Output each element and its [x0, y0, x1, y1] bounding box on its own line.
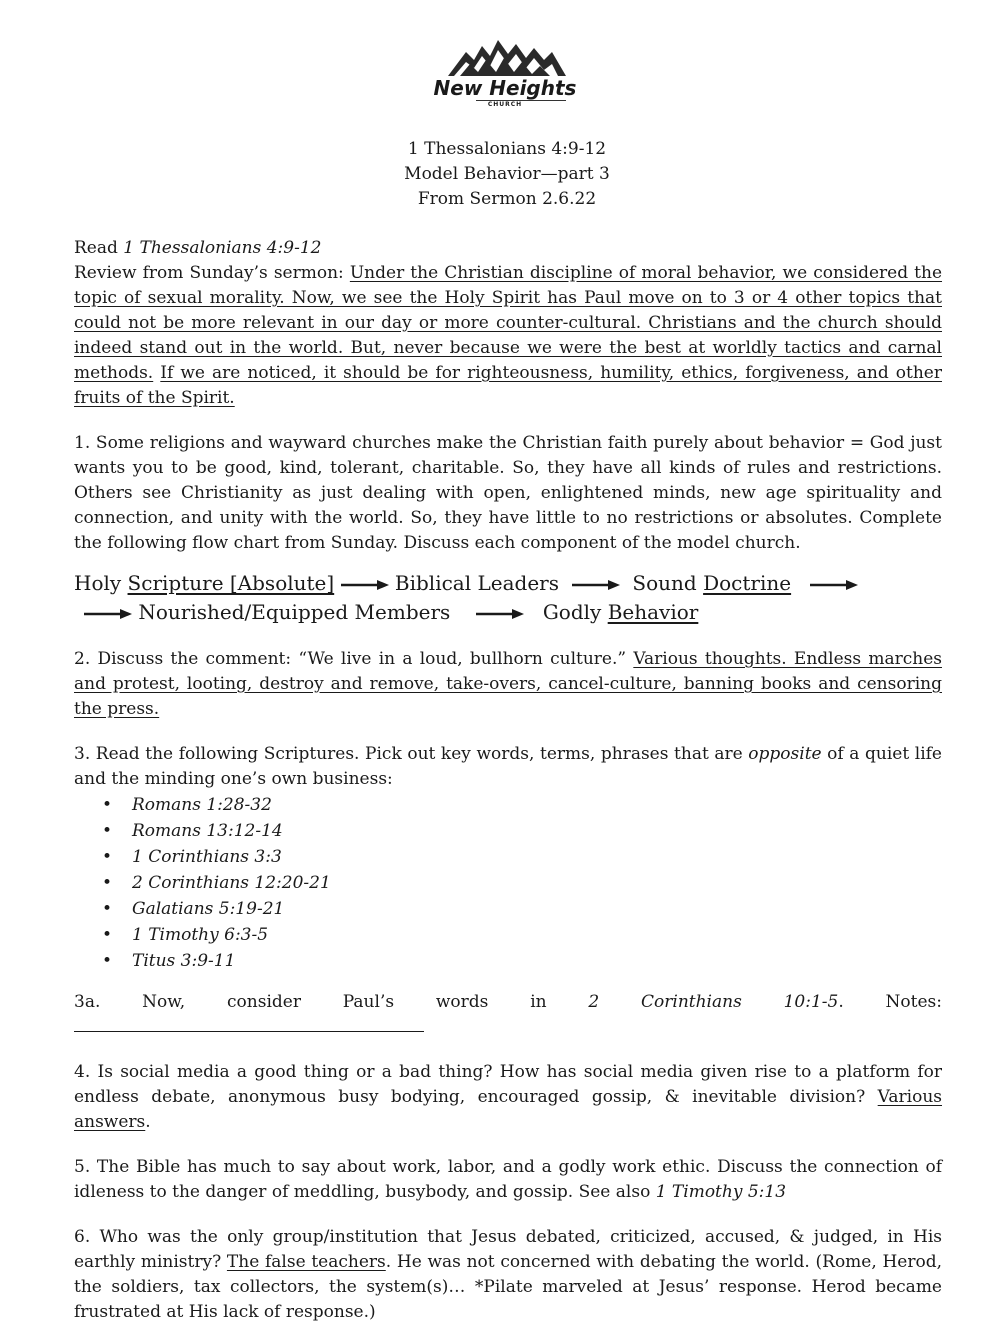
flow-step-doctrine: Sound Doctrine: [632, 571, 792, 595]
mountain-logo-icon: [430, 34, 580, 80]
list-item: • 1 Timothy 6:3-5: [132, 922, 942, 948]
question-3: 3. Read the following Scriptures. Pick out key words, terms, phrases that are opposite of a quiet life and the minding one’s own business:: [74, 744, 942, 789]
flow-step-leaders: Biblical Leaders: [394, 571, 559, 595]
arrow-right-icon: [476, 608, 524, 620]
review-paragraph: Review from Sunday’s sermon: Under the Christian discipline of moral behavior, we considered the topic of sexual morality. Now, we see the Holy Spirit has Paul move on to 3 or 4 other topics that could not be more relevant in our day or more counter-cultural. Christians and the church should indeed stand out in the world. But, never because we were the best at worldly tactics and carnal methods. If we are noticed, it should be for righteousness, humility, ethics, forgiveness, and other fruits of the Spirit.: [74, 263, 943, 408]
flow-row-2: [74, 598, 942, 627]
notes-blank-line[interactable]: [74, 1015, 424, 1032]
flow-step-scripture: Holy Scripture [Absolute]: [74, 571, 335, 595]
review-answer: Under the Christian discipline of moral behavior, we considered the topic of sexual morality. Now, we see the Holy Spirit has Paul move on to 3 or 4 other topics that could not be more relevant in our day or more counter-cultural. Christians and the church should indeed stand out in the world. But, never because we were the best at worldly tactics and carnal methods.: [74, 263, 943, 383]
question-6: 6. Who was the only group/institution that Jesus debated, criticized, accused, & judged, in His earthly ministry? The false teachers. He was not concerned with debating the world. (Rome, Herod, the soldiers, tax collectors, the system(s)… *Pilate marveled at Jesus’ response. Herod became frustrated at His lack of response.): [74, 1227, 943, 1322]
list-item: • Galatians 5:19-21: [132, 896, 942, 922]
arrow-right-icon: [572, 579, 620, 591]
question-3a: 3a. Now, consider Paul’s words in 2 Corinthians 10:1-5. Notes:: [74, 990, 942, 1040]
arrow-right-icon: [341, 579, 389, 591]
question-2: 2. Discuss the comment: “We live in a loud, bullhorn culture.” Various thoughts. Endless marches and protest, looting, destroy and remove, take-overs, cancel-culture, banning books and censoring the press.: [74, 649, 942, 719]
flow-step-members: Nourished/Equipped Members: [138, 600, 451, 624]
flow-row-1: [74, 569, 942, 598]
list-item: • 1 Corinthians 3:3: [132, 844, 942, 870]
flow-chart: [74, 569, 942, 627]
arrow-right-icon: [84, 608, 132, 620]
sermon-date: From Sermon 2.6.22: [417, 189, 597, 209]
logo-subtitle: CHURCH: [487, 101, 523, 108]
question-4-answer: Various answers: [74, 1087, 942, 1132]
list-item: • Romans 13:12-14: [132, 818, 942, 844]
read-reference: 1 Thessalonians 4:9-12: [123, 238, 322, 258]
read-line: Read 1 Thessalonians 4:9-12: [74, 238, 322, 258]
list-item: • 2 Corinthians 12:20-21: [132, 870, 942, 896]
church-logo: [430, 34, 580, 116]
document-header: [0, 137, 1000, 212]
question-6-answer: The false teachers: [226, 1252, 386, 1272]
review-answer-2: If we are noticed, it should be for righteousness, humility, ethics, forgiveness, and other fruits of the Spirit.: [74, 363, 942, 408]
document-body: [74, 236, 942, 1325]
logo-wordmark: New Heights: [433, 76, 577, 100]
list-item: • Romans 1:28-32: [132, 792, 942, 818]
series-title: Model Behavior—part 3: [404, 164, 610, 184]
question-1: 1. Some religions and wayward churches make the Christian faith purely about behavior = God just wants you to be good, kind, tolerant, charitable. So, they have all kinds of rules and restrictions. Others see Christianity as just dealing with open, enlightened minds, new age spirituality and connection, and unity with the world. So, they have little to no restrictions or absolutes. Complete the following flow chart from Sunday. Discuss each component of the model church.: [74, 433, 942, 553]
question-4: 4. Is social media a good thing or a bad thing? How has social media given rise to a platform for endless debate, anonymous busy bodying, encouraged gossip, & inevitable division? Various answers.: [74, 1062, 942, 1132]
question-2-answer: Various thoughts. Endless marches and protest, looting, destroy and remove, take-overs, cancel-culture, banning books and censoring the press.: [74, 649, 942, 719]
flow-step-behavior: Godly Behavior: [542, 600, 699, 624]
scripture-list: [74, 792, 942, 974]
arrow-right-icon: [810, 579, 858, 591]
list-item: • Titus 3:9-11: [132, 948, 942, 974]
scripture-title: 1 Thessalonians 4:9-12: [407, 139, 607, 159]
question-5: 5. The Bible has much to say about work, labor, and a godly work ethic. Discuss the connection of idleness to the danger of meddling, busybody, and gossip. See also 1 Timothy 5:13: [74, 1157, 942, 1202]
